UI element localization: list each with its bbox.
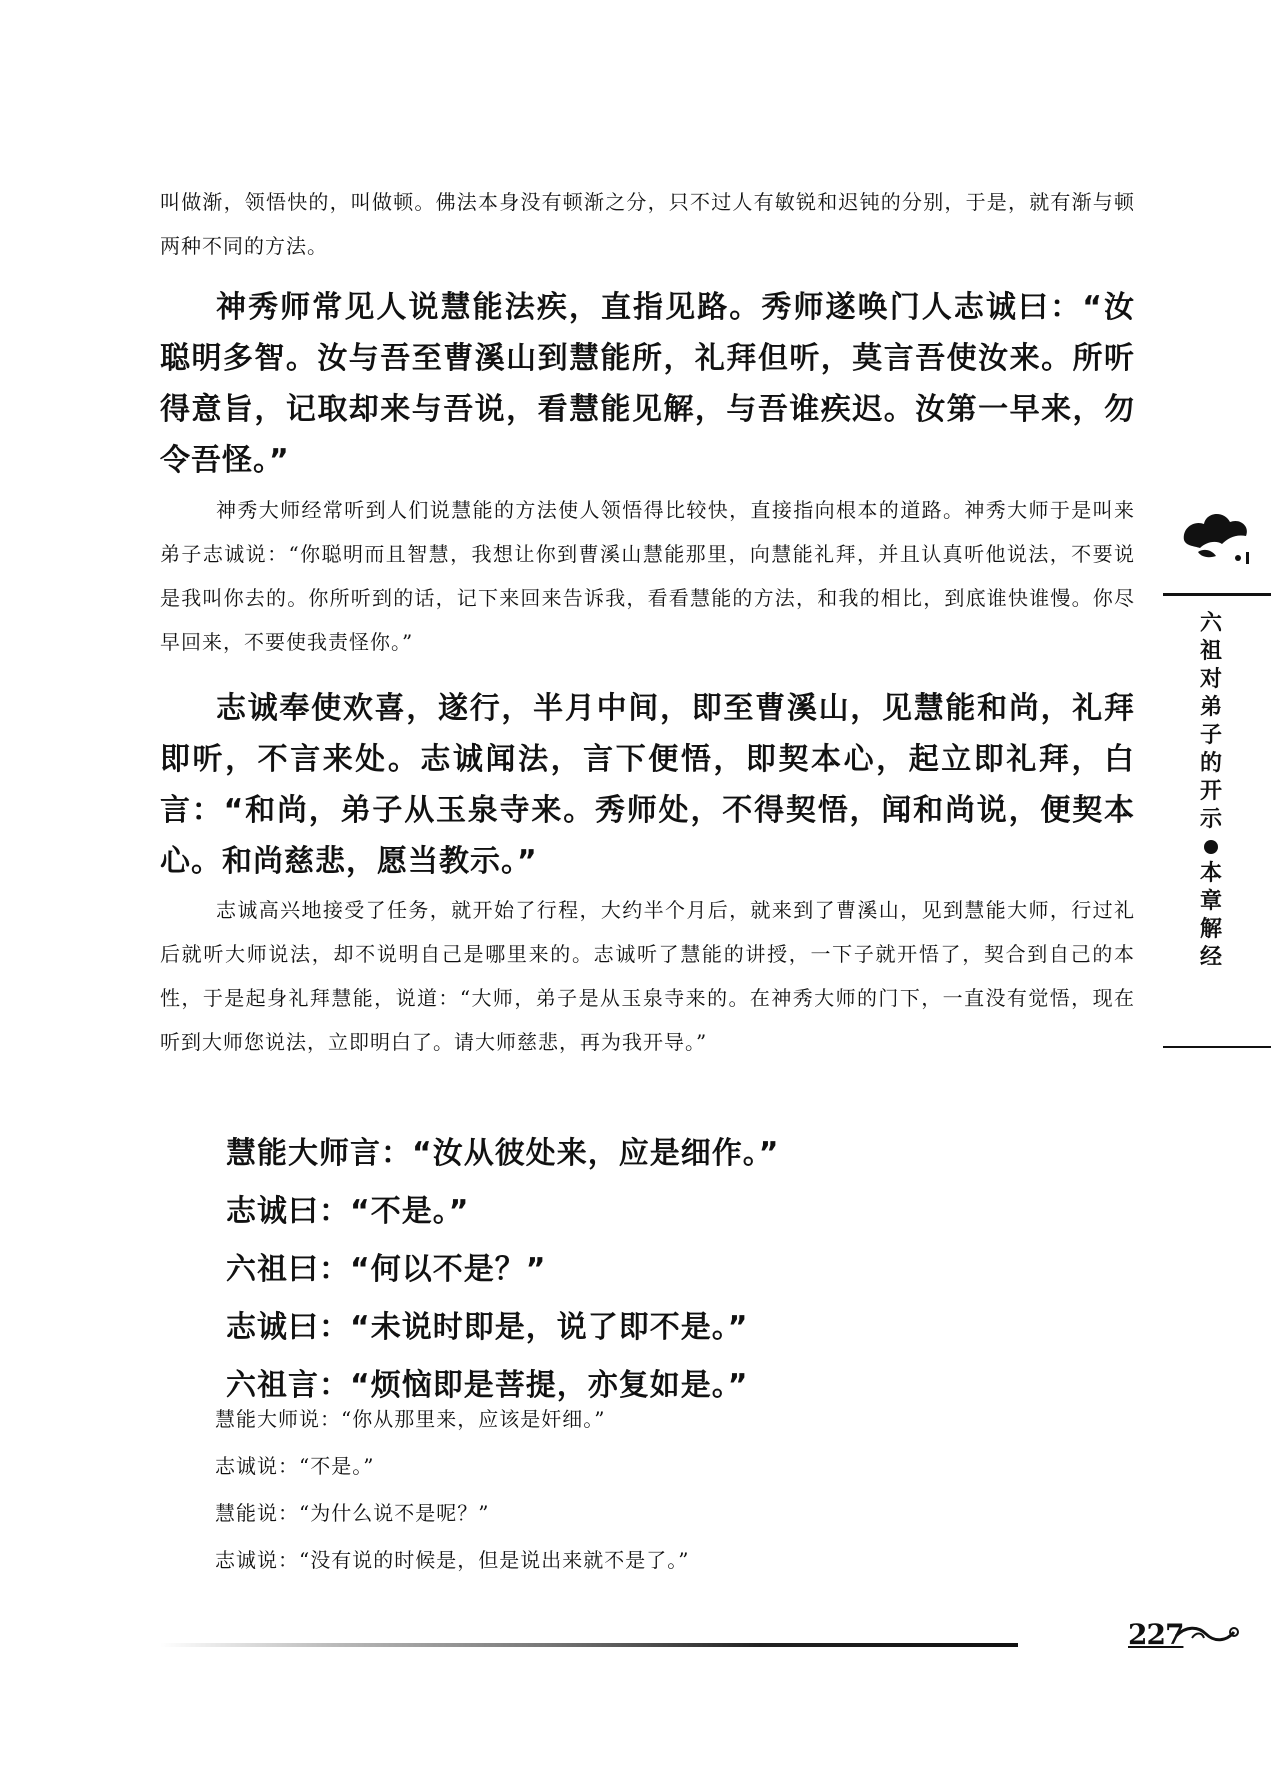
side-tab-char: 六 — [1199, 611, 1222, 636]
original-paragraph: 志诚奉使欢喜，遂行，半月中间，即至曹溪山，见慧能和尚，礼拜即听，不言来处。志诚闻法，言下便悟，即契本心，起立即礼拜，白言：“和尚，弟子从玉泉寺来。秀师处，不得契悟，闻和尚说，便契本心。和尚慈悲，愿当教示。” — [160, 691, 1135, 879]
translation-block-2 — [160, 888, 1135, 1064]
side-tab-char: 祖 — [1199, 639, 1222, 664]
side-tab-char: 开 — [1199, 779, 1222, 804]
bullet-dot-icon — [1204, 840, 1218, 854]
dialog-translation-line: 慧能大师说：“你从那里来，应该是奸细。” — [215, 1407, 606, 1431]
dialog-original-line: 六祖言：“烦恼即是菩提，亦复如是。” — [226, 1368, 749, 1403]
dialog-translation-line: 慧能说：“为什么说不是呢？” — [215, 1501, 490, 1525]
scroll-ornament-icon — [1172, 1620, 1242, 1648]
side-tab-char: 的 — [1199, 751, 1222, 776]
cloud-ornament-icon — [1176, 500, 1256, 575]
dialog-original-line: 慧能大师言：“汝从彼处来，应是细作。” — [226, 1136, 780, 1171]
side-tab-char: 解 — [1199, 917, 1222, 942]
footer-rule — [160, 1643, 1018, 1647]
dialog-original-line: 志诚曰：“未说时即是，说了即不是。” — [226, 1310, 749, 1345]
translation-block-0 — [160, 180, 1135, 268]
side-tab-char: 弟 — [1199, 695, 1222, 720]
translation-paragraph: 神秀大师经常听到人们说慧能的方法使人领悟得比较快，直接指向根本的道路。神秀大师于是叫来弟子志诚说：“你聪明而且智慧，我想让你到曹溪山慧能那里，向慧能礼拜，并且认真听他说法，不要说是我叫你去的。你所听到的话，记下来回来告诉我，看看慧能的方法，和我的相比，到底谁快谁慢。你尽早回来，不要使我责怪你。” — [160, 498, 1135, 654]
side-tab-char: 示 — [1199, 807, 1222, 832]
dialog-translation-block — [160, 1396, 1135, 1584]
dialog-translation-line: 志诚说：“不是。” — [215, 1454, 375, 1478]
translation-block-1 — [160, 488, 1135, 664]
side-tab-char: 经 — [1199, 945, 1222, 970]
side-tab-char: 章 — [1199, 889, 1222, 914]
dialog-original-line: 六祖曰：“何以不是？” — [226, 1252, 547, 1287]
original-block-1 — [160, 282, 1135, 486]
side-tab-char: 子 — [1199, 723, 1222, 748]
chapter-side-tab — [1195, 610, 1227, 972]
original-paragraph: 神秀师常见人说慧能法疾，直指见路。秀师遂唤门人志诚曰：“汝聪明多智。汝与吾至曹溪山到慧能所，礼拜但听，莫言吾使汝来。所听得意旨，记取却来与吾说，看慧能见解，与吾谁疾迟。汝第一早来，勿令吾怪。” — [160, 290, 1135, 478]
dialog-translation-line: 志诚说：“没有说的时候是，但是说出来就不是了。” — [215, 1548, 690, 1572]
dialog-original-line: 志诚曰：“不是。” — [226, 1194, 470, 1229]
translation-paragraph: 叫做渐，领悟快的，叫做顿。佛法本身没有顿渐之分，只不过人有敏锐和迟钝的分别，于是，就有渐与顿两种不同的方法。 — [160, 190, 1135, 258]
side-rule-bottom — [1163, 1046, 1271, 1048]
side-tab-char: 本 — [1199, 861, 1222, 886]
original-block-2 — [160, 683, 1135, 887]
side-tab-char: 对 — [1199, 667, 1222, 692]
dialog-original-block — [160, 1125, 1135, 1415]
translation-paragraph: 志诚高兴地接受了任务，就开始了行程，大约半个月后，就来到了曹溪山，见到慧能大师，行过礼后就听大师说法，却不说明自己是哪里来的。志诚听了慧能的讲授，一下子就开悟了，契合到自己的本性，于是起身礼拜慧能，说道：“大师，弟子是从玉泉寺来的。在神秀大师的门下，一直没有觉悟，现在听到大师您说法，立即明白了。请大师慈悲，再为我开导。” — [160, 898, 1135, 1054]
side-rule-top — [1163, 593, 1271, 596]
page-number: 227 — [1128, 1618, 1184, 1651]
